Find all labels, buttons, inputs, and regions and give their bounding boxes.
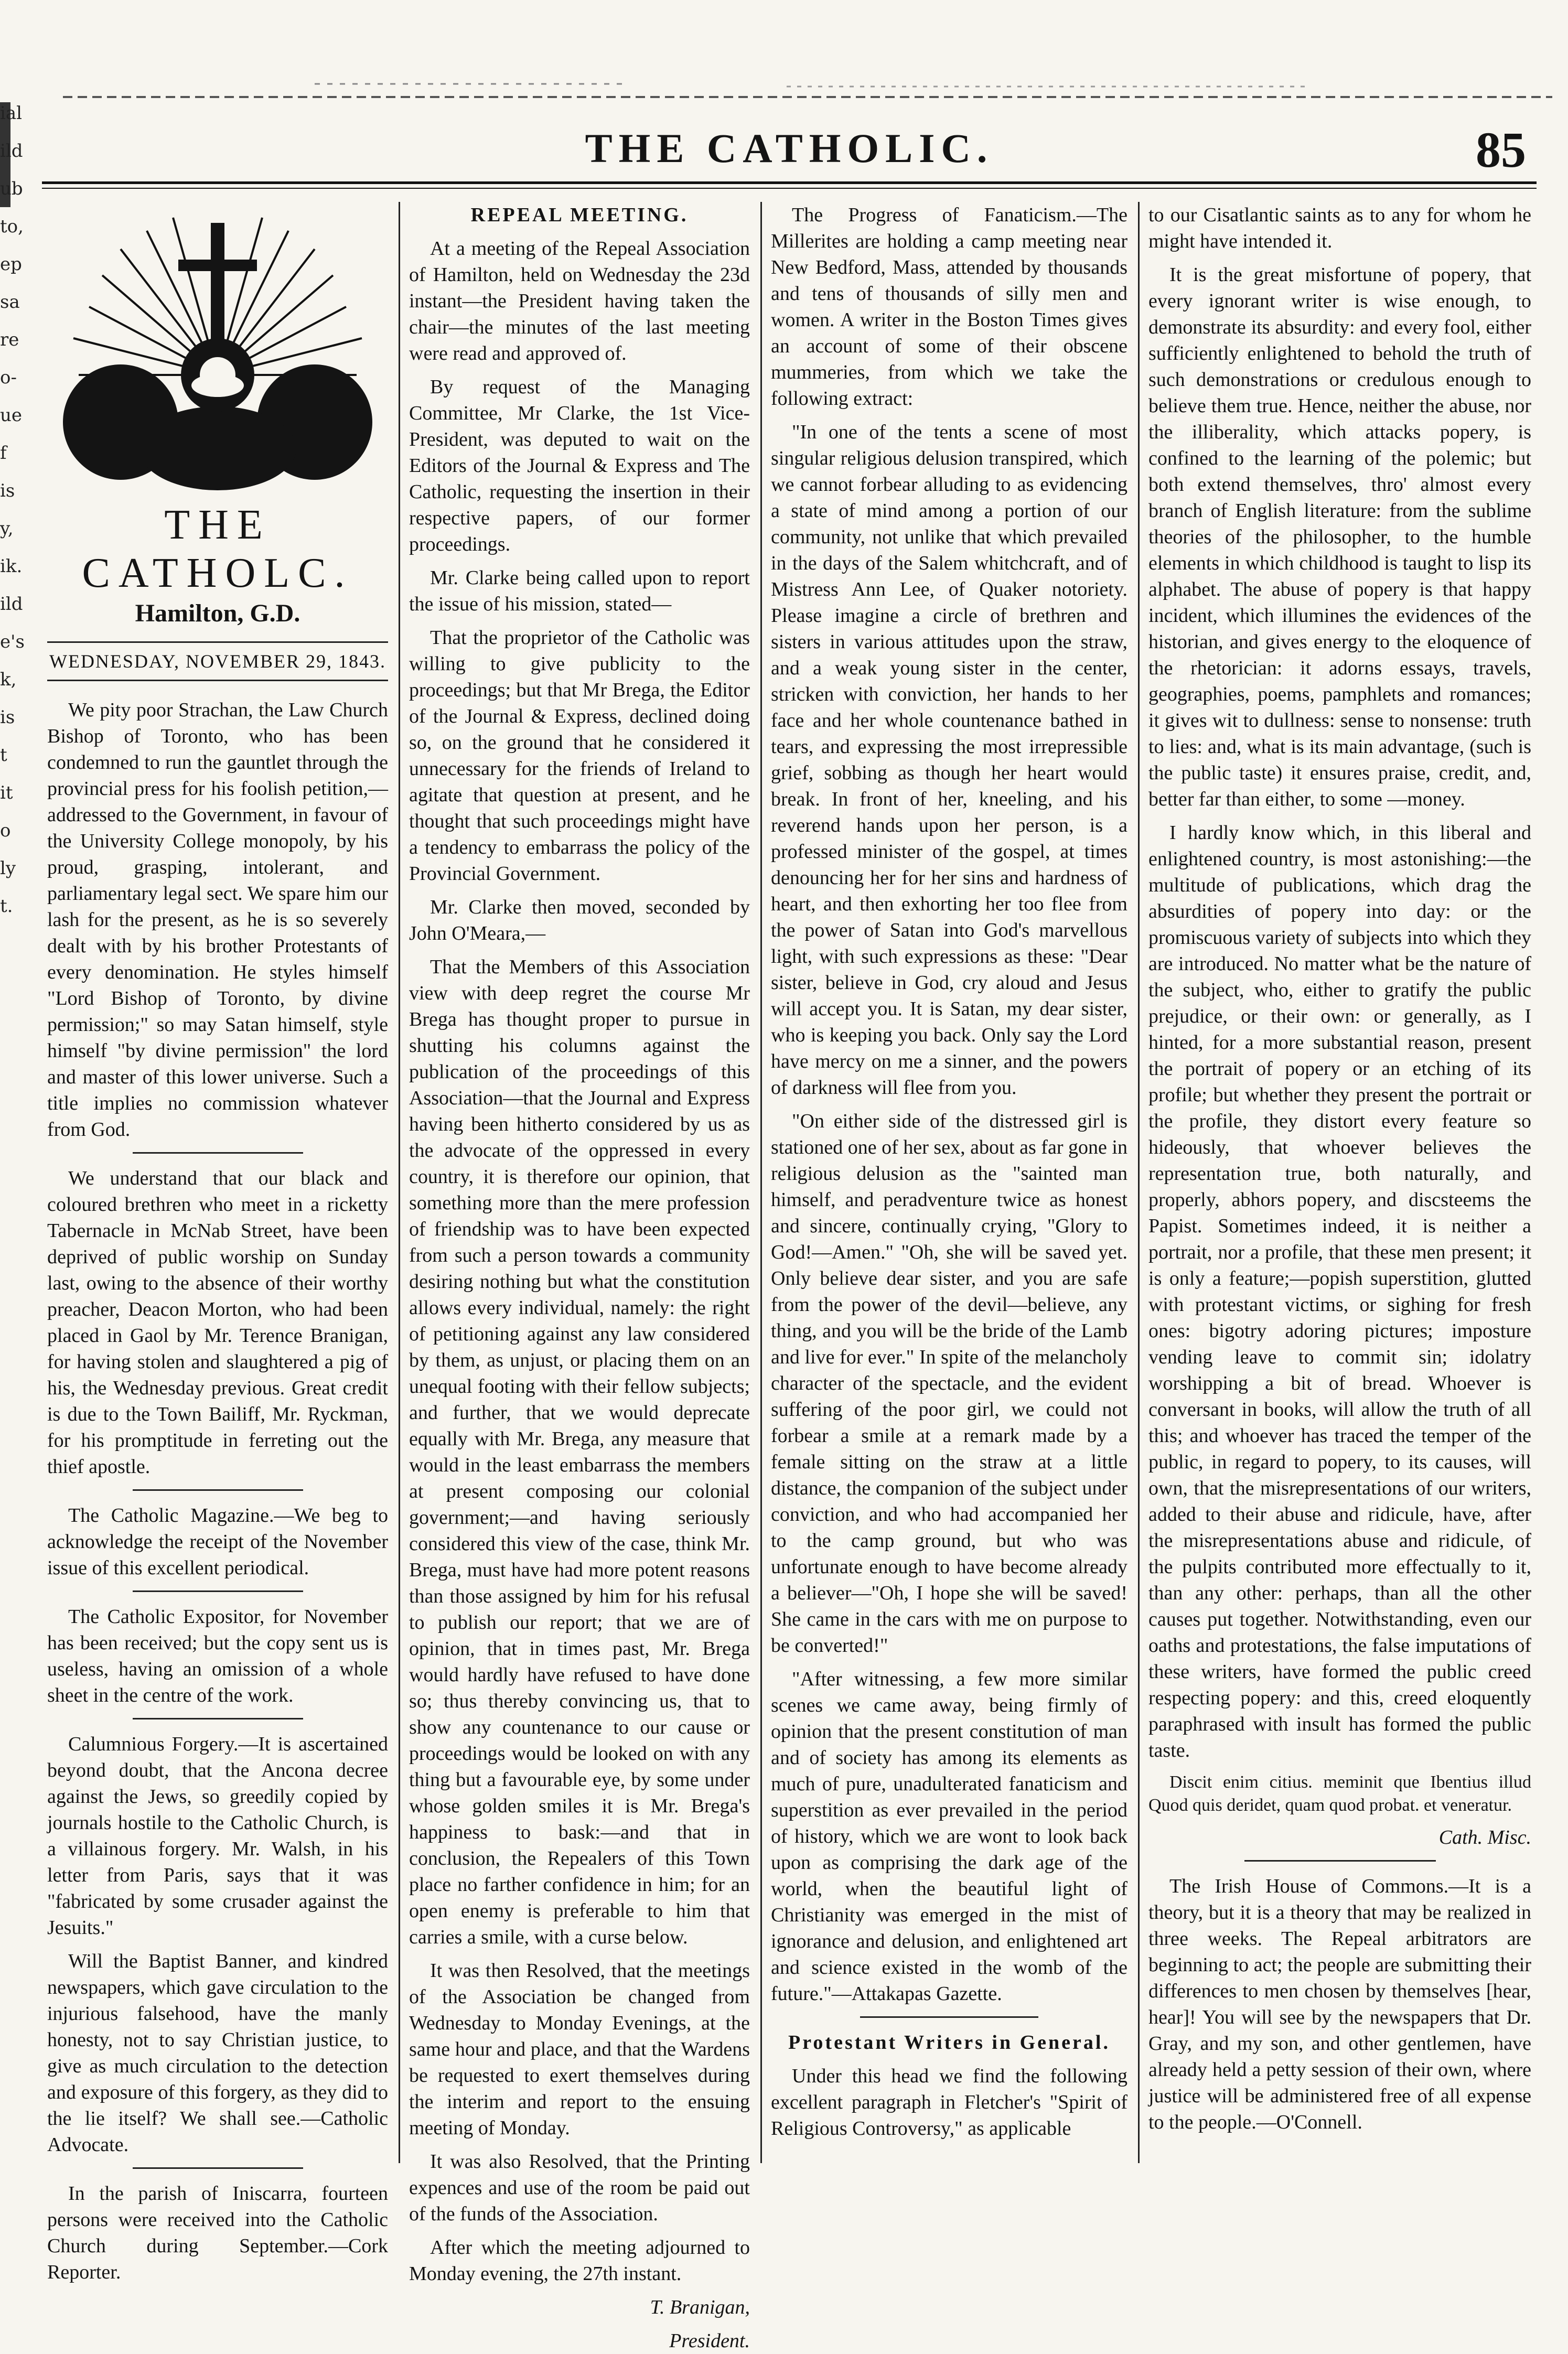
article-paragraph: Mr. Clarke being called upon to report the issue of his mission, stated— [409, 567, 750, 615]
column-4 [1148, 202, 1531, 2163]
edge-line: f [0, 443, 7, 464]
article-paragraph: "On either side of the distressed girl is stationed one of her sex, about as far gone in religious delusion as the "sainted man himself, and peradventure twice as honest and sincere, continually crying, "Glory to God!—Amen." "Oh, she will be saved yet. Only believe dear sister, and you are safe from the power of the devil—believe, any thing, and you will be the bride of the Lamb and live for ever." In spite of the melancholy character of the spectacle, and the evident suffering of the poor girl, we could not forbear a smile at a remark made by a female sitting on the straw at a little distance, the companion of the subject under conviction, and who had accompanied her to the camp ground, but who was unfortunate enough to have become already a believer—"Oh, I hope she will be saved! She came in the cars with me on purpose to be converted!" [771, 1110, 1127, 1657]
column-2 [409, 202, 750, 2352]
masthead [47, 202, 388, 681]
article-paragraph: We pity poor Strachan, the Law Church Bishop of Toronto, who has been condemned to run the gauntlet through the provincial press for his foolish petition,—addressed to the Government, in favour of the University College monopoly, by his proud, grasping, intolerant, and parliamentary legal sect. We spare him our lash for the present, as he is so severely dealt with by his brother Protestants of every denomination. He styles himself "Lord Bishop of Toronto, by divine permission;" so may Satan himself, style himself "by divine permission" the lord and master of this lower universe. Such a title implies no commission whatever from God. [47, 699, 388, 1141]
edge-line: is [0, 480, 15, 501]
article-paragraph: "In one of the tents a scene of most singular religious delusion transpired, which we cannot forbear alluding to as evidencing a state of mind among a portion of our community, not unlike that which prevailed in the days of the Salem whitchcraft, and of Mistress Ann Lee, of Quaker notoriety. Please imagine a circle of brethren and sisters in various attitudes upon the straw, and a weak young sister in the center, stricken with conviction, her hands to her face and her whole countenance bathed in tears, and expressing the most irrepressible grief, sobbing as though her heart would break. In front of her, kneeling, and his reverend hands upon her person, is a professed minister of the gospel, at times denouncing her for her sins and hardness of heart, and then exhorting her too flee from the power of Satan into God's marvellous light, with such expressions as these: "Dear sister, believe in God, cry aloud and Jesus will accept you. It is Satan, my dear sister, who is keeping you back. Only say the Lord have mercy on me a sinner, and the powers of darkness will flee from you. [771, 421, 1127, 1099]
article-paragraph: It was also Resolved, that the Printing expences and use of the room be paid out of the funds of the Association. [409, 2151, 750, 2225]
article-paragraph: By request of the Managing Committee, Mr Clarke, the 1st Vice-President, was deputed to wait on the Editors of the Journal & Express and The Catholic, requesting the insertion in their respective papers, of our former proceedings. [409, 376, 750, 555]
article-paragraph: The Irish House of Commons.—It is a theory, but it is a theory that may be realized in three weeks. The Repeal arbitrators are beginning to act; the people are submitting their differences to men chosen by themselves [hear, hear]! You will see by the newspapers that Dr. Gray, and my son, and other gentlemen, have already held a petty session of their own, where justice will be administered free of all expense to the people.—O'Connell. [1148, 1875, 1531, 2133]
separator-rule [1244, 1860, 1436, 1862]
edge-line: ild [0, 594, 23, 615]
article-paragraph: Calumnious Forgery.—It is ascertained beyond doubt, that the Ancona decree against the Jews, so greedily copied by journals hostile to the Catholic Church, is a villainous forgery. Mr. Walsh, in his letter from Paris, says that it was "fabricated by some crusader against the Jesuits." [47, 1733, 388, 1939]
edge-line: it [0, 782, 13, 803]
article-paragraph: In the parish of Iniscarra, fourteen persons were received into the Catholic Church during September.—Cork Reporter. [47, 2183, 388, 2283]
column-divider [760, 202, 762, 2163]
article-paragraph: At a meeting of the Repeal Association of Hamilton, held on Wednesday the 23d instant—the President having taken the chair—the minutes of the last meeting were read and approved of. [409, 238, 750, 364]
article-paragraph: Under this head we find the following excellent paragraph in Fletcher's "Spirit of Religious Controversy," as applicable [771, 2065, 1127, 2140]
article-paragraph: "After witnessing, a few more similar scenes we came away, being firmly of opinion that the present constitution of man and of society has among its elements as much of pure, unadulterated fanaticism and superstition as ever prevailed in the period of history, which we are wont to look back upon as comprising the dark age of the world, when the beautiful light of Christianity was emerged in the mist of ignorance and delusion, and enlightened art and science existed in the womb of the future."—Attakapas Gazette. [771, 1668, 1127, 2005]
article-paragraph: I hardly know which, in this liberal and enlightened country, is most astonishing:—the multitude of publications, which drag the absurdities of popery into day: or the promiscuous variety of subjects into which they are introduced. No matter what be the nature of the subject, who, either to gratify the public prejudice, or their own: or generally, as I hinted, for a more substantial reason, present the portrait of popery or an etching of its profile; but whether they present the portrait or the profile, they distort every feature so hideously, that whoever believes the representation true, both naturally, and properly, abhors popery, and discsteems the Papist. Sometimes indeed, it is neither a portrait, nor a profile, that these men present; it is only a feature;—popish superstition, glutted with protestant victims, or sighing for fresh ones: bigotry adoring pictures; imposture vending leave to commit sin; idolatry worshipping a bit of bread. Whoever is conversant in books, will allow the truth of all this; and whoever has traced the temper of the public, in regard to popery, to its causes, will own, that the misrepresentations of our writers, added to their abuse and ridicule, have, after the misrepresentations abuse and ridicule, of the pulpits contributed more effectually to it, than any other: perhaps, than all the other causes put together. Notwithstanding, even our oaths and protestations, the false imputations of these writers, have formed the public creed respecting popery: and this, creed eloquently paraphrased with insult has formed the public taste. [1148, 822, 1531, 1761]
edge-line: ep [0, 254, 22, 275]
edge-line: is [0, 707, 15, 728]
edge-line: y, [0, 518, 14, 539]
article-paragraph: That the Members of this Association view with deep regret the course Mr Brega has thought proper to pursue in shutting his columns against the publication of the proceedings of this Association—that the Journal and Express having been hitherto considered by us as the advocate of the oppressed in every country, it is therefore our opinion, that something more than the mere profession of friendship was to have been expected from such a person towards a community desiring nothing but what the constitution allows every individual, namely: the right of petitioning against any law considered by them, as unjust, or placing them on an unequal footing with their fellow subjects; and further, that we would deprecate equally with Mr. Brega, any measure that would in the least embarrass the members at present composing our colonial government;—and having seriously considered this view of the case, think Mr. Brega, must have had more potent reasons than those assigned by him for his refusal to publish our report; that we are of opinion, that in times past, Mr. Brega would hardly have refused to have done so; thus thereby convincing us, that to show any countenance to our cause or proceedings would be looked on with any thing but a favourable eye, by some under whose golden smiles it is Mr. Brega's happiness to bask:—and that in conclusion, the Repealers of this Town place no farther confidence in him; for an open enemy is preferable to him that carries a smile, with a curse below. [409, 956, 750, 1948]
top-margin-strip [0, 0, 1568, 110]
article-heading: REPEAL MEETING. [470, 204, 689, 226]
column-divider [1138, 202, 1140, 2163]
article-paragraph: The Catholic Magazine.—We beg to acknowledge the receipt of the November issue of this excellent periodical. [47, 1504, 388, 1579]
edge-line: ue [0, 405, 23, 426]
edge-line: sa [0, 292, 20, 313]
article-paragraph: After which the meeting adjourned to Monday evening, the 27th instant. [409, 2237, 750, 2285]
cross-sunburst-emblem [58, 202, 378, 496]
separator-rule [133, 2167, 303, 2169]
article-paragraph: That the proprietor of the Catholic was willing to give publicity to the proceedings; but that Mr Brega, the Editor of the Journal & Express, declined doing so, on the ground that he considered it unnecessary for the friends of Ireland to agitate that question at present, and he thought that such proceedings might have a tendency to embarrass the policy of the Provincial Government. [409, 627, 750, 885]
edge-line: t [0, 745, 7, 766]
separator-rule [133, 1718, 303, 1719]
masthead-date: WEDNESDAY, NOVEMBER 29, 1843. [47, 641, 388, 681]
edge-line: o [0, 820, 11, 841]
separator-rule [860, 2016, 1038, 2018]
column-3 [771, 202, 1127, 2163]
edge-line: k, [0, 669, 17, 690]
edge-line: re [0, 329, 19, 350]
separator-rule [133, 1152, 303, 1154]
edge-line: to, [0, 216, 24, 237]
edge-line: e's [0, 631, 25, 652]
article-paragraph: Mr. Clarke then moved, seconded by John O'Meara,— [409, 896, 750, 944]
left-edge-fragments [0, 94, 25, 1668]
column-divider [399, 202, 400, 2163]
edge-line: t. [0, 896, 13, 917]
running-title: THE CATHOLIC. [585, 125, 994, 171]
edge-line: ial [0, 103, 23, 124]
signature-title: President. [669, 2330, 750, 2352]
article-paragraph: The Catholic Expositor, for November has been received; but the copy sent us is useless, having an omission of a whole sheet in the centre of the work. [47, 1606, 388, 1706]
signature-name: T. Branigan, [650, 2296, 750, 2318]
article-paragraph: The Progress of Fanaticism.—The Millerites are holding a camp meeting near New Bedford, Mass, attended by thousands and tens of thousands of silly men and women. A writer in the Boston Times gives an account of some of their obscene mummeries, from which we take the following extract: [771, 204, 1127, 410]
edge-line: ly [0, 858, 16, 879]
article-paragraph: It was then Resolved, that the meetings of the Association be changed from Wednesday to Monday Evenings, at the same hour and place, and that the Wardens be requested to exert themselves during the interim and report to the ensuing meeting of Monday. [409, 1960, 750, 2139]
masthead-place: Hamilton, G.D. [135, 599, 300, 627]
page-header [42, 121, 1537, 184]
separator-rule [133, 1489, 303, 1491]
column-1 [47, 202, 388, 2283]
header-rule [42, 181, 1537, 184]
latin-quotation: Discit enim citius. meminit que Ibentius illud Quod quis deridet, quam quod probat. et veneratur. [1148, 1772, 1531, 1815]
masthead-title: THE CATHOLC. [82, 502, 353, 596]
article-paragraph: to our Cisatlantic saints as to any for whom he might have intended it. [1148, 204, 1531, 252]
edge-line: ild [0, 141, 23, 162]
article-paragraph: We understand that our black and coloured brethren who meet in a ricketty Tabernacle in McNab Street, have been deprived of public worship on Sunday last, owing to the absence of their worthy preacher, Deacon Morton, who had been placed in Gaol by Mr. Terence Branigan, for having stolen and slaughtered a pig of his, the Wednesday previous. Great credit is due to the Town Bailiff, Mr. Ryckman, for his promptitude in ferreting out the thief apostle. [47, 1167, 388, 1478]
article-heading: Protestant Writers in General. [788, 2031, 1110, 2054]
edge-line: ub [0, 178, 23, 199]
article-paragraph: It is the great misfortune of popery, that every ignorant writer is wise enough, to demonstrate its absurdity: and every fool, either sufficiently enlightened to behold the truth of such demonstrations or credulous enough to believe them true. Hence, neither the abuse, nor the illiberality, which attacks popery, is confined to the learning of the polemic; but both extend themselves, thro' almost every branch of English literature: from the sublime theories of the philosopher, to the humble elements in which childhood is taught to lisp its alphabet. The abuse of popery is that happy incident, which illumines the evidences of the historian, and gives energy to the eloquence of the rhetorician: it adorns essays, travels, geographies, poems, pamphlets and romances; it gives wit to dullness: sense to nonsense: truth to lies: and, what is its main advantage, (such is the public taste) it ensures praise, credit, and, better far than either, to some —money. [1148, 264, 1531, 810]
header-rule-thin [42, 188, 1537, 189]
page-number: 85 [1476, 122, 1526, 178]
edge-line: ik. [0, 556, 23, 577]
article-paragraph: Will the Baptist Banner, and kindred newspapers, which gave circulation to the injurious falsehood, have the manly honesty, not to say Christian justice, to give as much circulation to the detection and exposure of this forgery, as they did to the lie itself? We shall see.—Catholic Advocate. [47, 1950, 388, 2156]
separator-rule [133, 1590, 303, 1592]
edge-line: o- [0, 367, 17, 388]
latin-source: Cath. Misc. [1438, 1826, 1531, 1848]
